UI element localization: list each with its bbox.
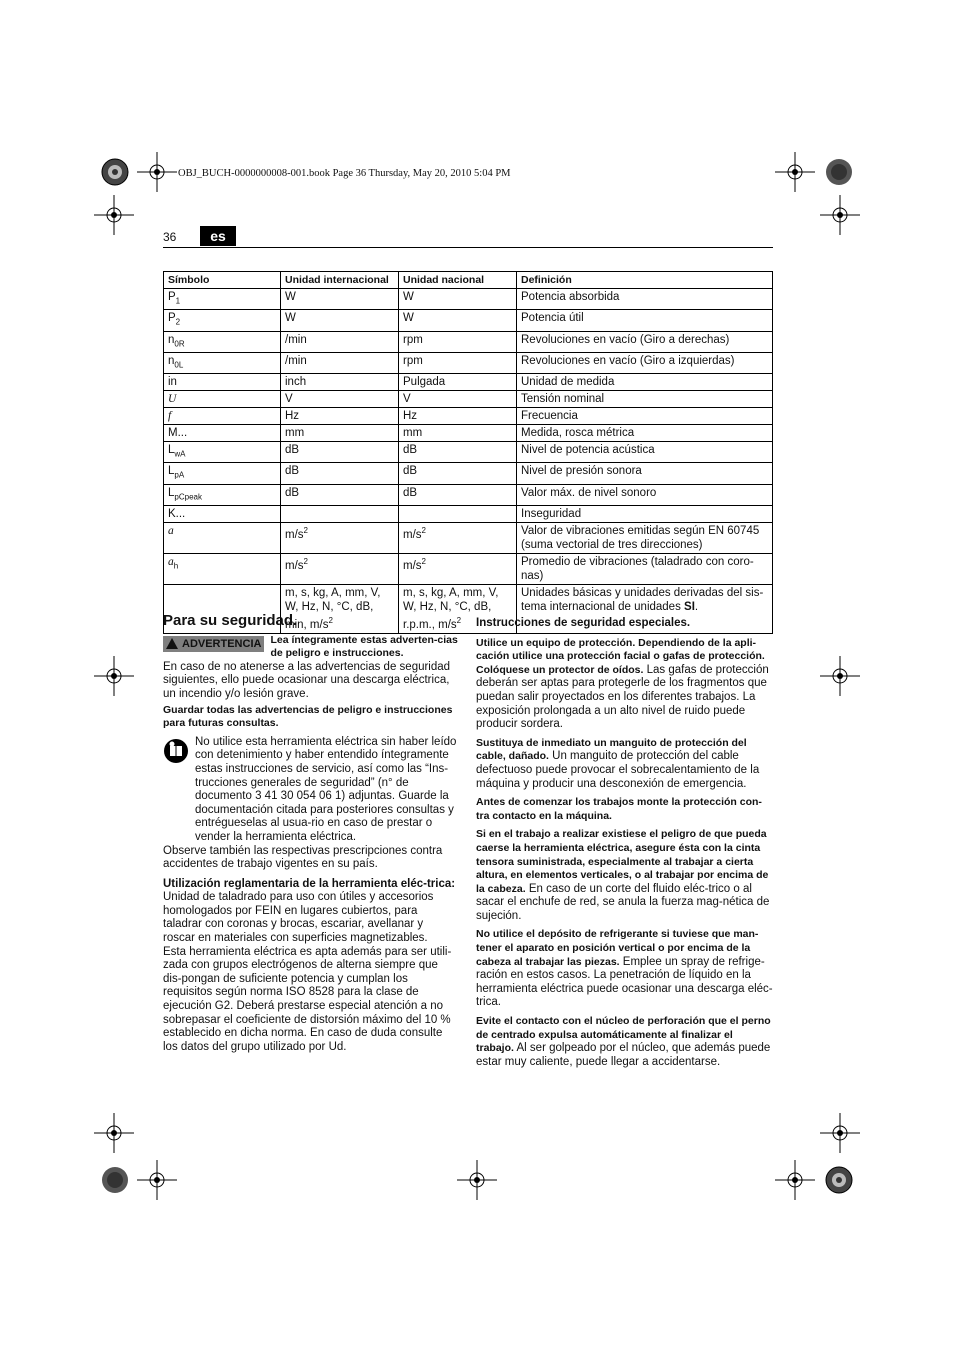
registration-mark-icon <box>137 1160 177 1200</box>
table-row <box>164 523 773 554</box>
cell-symbol <box>164 554 281 585</box>
intl-unit-text: dB <box>285 465 300 478</box>
protection-bold: Utilice un equipo de protección. Dependiendo de la apli-cación utilice una protección facial o gafas de protección. Colóquese un protector de oídos. <box>476 636 765 676</box>
cell-definition <box>517 352 773 373</box>
contact-guard-bold: Antes de comenzar los trabajos monte la protección con-tra contacto en la máquina. <box>476 796 762 822</box>
registration-mark-icon <box>820 1113 860 1153</box>
table-row <box>164 484 773 505</box>
cell-definition <box>517 442 773 463</box>
registration-mark-icon <box>137 152 177 192</box>
symbol-text: P <box>168 291 176 303</box>
header-intl-unit: Unidad internacional <box>281 272 399 289</box>
cell-national-unit <box>399 374 517 391</box>
intl-unit-text: inch <box>285 376 307 389</box>
definition-text: Medida, rosca métrica <box>521 427 635 440</box>
cell-national-unit <box>399 352 517 373</box>
right-column <box>476 617 773 1074</box>
symbol-text: L <box>168 465 175 478</box>
intl-unit-text: dB <box>285 486 300 499</box>
definition-text: Valor máx. de nivel sonoro <box>521 486 657 499</box>
warning-text: En caso de no atenerse a las advertencias de seguridad siguientes, ello puede ocasionar una descarga eléctrica, un incendio y/o lesión grave. <box>163 660 451 700</box>
definition-text: Promedio de vibraciones (taladrado con coro-nas) <box>521 556 754 583</box>
cell-national-unit <box>399 442 517 463</box>
cell-definition <box>517 408 773 425</box>
cell-symbol <box>164 310 281 331</box>
core-ejection-bold: Evite el contacto con el núcleo de perforación que el perno de centrado expulsa automáticamente al finalizar el trabajo. <box>476 1015 771 1055</box>
intl-unit-superscript: 2 <box>303 557 308 567</box>
symbol-text: M... <box>168 427 188 440</box>
definition-text: Frecuencia <box>521 410 578 423</box>
definition-text: Nivel de presión sonora <box>521 465 642 478</box>
cell-symbol <box>164 523 281 554</box>
intl-unit-superscript: 2 <box>328 616 333 626</box>
national-unit-text: W <box>403 291 414 303</box>
intl-unit-text: W <box>285 291 296 303</box>
read-manual-block <box>163 736 458 845</box>
cell-intl-unit <box>281 408 399 425</box>
intl-unit-text: Hz <box>285 410 300 423</box>
header-rule <box>163 247 773 248</box>
intl-unit-text: m, s, kg, A, mm, V, W, Hz, N, °C, dB, min, m/s <box>285 587 381 631</box>
cell-intl-unit <box>281 374 399 391</box>
cell-definition <box>517 506 773 523</box>
cell-national-unit <box>399 391 517 408</box>
cell-intl-unit <box>281 425 399 442</box>
cell-definition <box>517 310 773 331</box>
keep-instructions-text: Guardar todas las advertencias de peligro e instrucciones para futuras consultas. <box>163 703 453 730</box>
cell-definition <box>517 331 773 352</box>
color-rosette-icon <box>101 1166 129 1194</box>
table-row <box>164 442 773 463</box>
cell-definition <box>517 374 773 391</box>
cell-definition <box>517 554 773 585</box>
cell-definition <box>517 484 773 505</box>
definition-text: Revoluciones en vacío (Giro a izquierdas) <box>521 354 735 367</box>
symbol-text: a <box>168 556 174 569</box>
national-unit-text: dB <box>403 444 418 457</box>
symbol-text: K... <box>168 508 186 521</box>
intl-unit-text: m/s <box>285 559 304 572</box>
definition-text: Nivel de potencia acústica <box>521 444 655 457</box>
read-manual-icon <box>163 738 189 764</box>
table-row <box>164 425 773 442</box>
cell-national-unit <box>399 523 517 554</box>
symbol-text: U <box>168 393 177 406</box>
symbol-table <box>163 271 773 634</box>
warning-triangle-icon <box>166 638 178 649</box>
cell-national-unit <box>399 310 517 331</box>
cell-national-unit <box>399 408 517 425</box>
table-row <box>164 463 773 484</box>
intl-unit-text: /min <box>285 333 307 346</box>
cell-national-unit <box>399 425 517 442</box>
table-row <box>164 506 773 523</box>
national-unit-text: m/s <box>403 559 422 572</box>
cell-definition <box>517 463 773 484</box>
cell-intl-unit <box>281 484 399 505</box>
special-safety-heading: Instrucciones de seguridad especiales. <box>476 617 691 629</box>
cell-intl-unit <box>281 289 399 310</box>
cell-national-unit <box>399 554 517 585</box>
symbol-text: in <box>168 376 177 389</box>
cell-national-unit <box>399 289 517 310</box>
warning-badge <box>163 636 264 652</box>
definition-text: Potencia útil <box>521 312 584 325</box>
national-unit-text: m/s <box>403 528 422 541</box>
cell-intl-unit <box>281 352 399 373</box>
symbol-text: f <box>168 410 172 423</box>
registration-mark-icon <box>775 152 815 192</box>
left-column <box>163 614 458 1054</box>
definition-text: Inseguridad <box>521 508 582 521</box>
registration-mark-icon <box>94 656 134 696</box>
cell-definition <box>517 391 773 408</box>
cell-intl-unit <box>281 463 399 484</box>
intl-unit-text: /min <box>285 354 307 367</box>
cell-symbol <box>164 331 281 352</box>
table-row <box>164 391 773 408</box>
national-unit-superscript: 2 <box>456 616 462 626</box>
intl-unit-text: W <box>285 312 296 325</box>
strap-text: En caso de un corte del fluido eléc-trico o al sacar el enchufe de red, se anula la fuerza mag-nética de sujeción. <box>476 882 770 922</box>
color-rosette-icon <box>825 1166 853 1194</box>
intl-unit-text: mm <box>285 427 305 440</box>
cell-definition <box>517 523 773 554</box>
warning-label: ADVERTENCIA <box>182 637 262 650</box>
symbol-subscript: 2 <box>175 317 181 327</box>
intl-unit-superscript: 2 <box>303 526 308 536</box>
core-ejection-text: Al ser golpeado por el núcleo, que además puede estar muy caliente, puede llegar a accidentarse. <box>476 1042 771 1068</box>
cell-symbol <box>164 425 281 442</box>
symbol-text: n <box>168 333 175 346</box>
national-unit-text: Hz <box>403 410 418 423</box>
coolant-text: Emplee un spray de refrige-ración en estos casos. La penetración de líquido en la herramienta eléctrica puede ocasionar una descarga eléc-trica. <box>476 955 773 1009</box>
national-unit-text: mm <box>403 427 423 440</box>
header-symbol: Símbolo <box>164 272 281 289</box>
definition-text: Potencia absorbida <box>521 291 620 303</box>
definition-text: Revoluciones en vacío (Giro a derechas) <box>521 333 730 346</box>
registration-mark-icon <box>820 656 860 696</box>
cell-intl-unit <box>281 442 399 463</box>
national-unit-text: rpm <box>403 354 423 367</box>
symbol-subscript: h <box>173 561 179 571</box>
registration-mark-icon <box>820 195 860 235</box>
cell-symbol <box>164 506 281 523</box>
table-row <box>164 310 773 331</box>
cell-intl-unit <box>281 391 399 408</box>
national-unit-text: dB <box>403 465 418 478</box>
intended-use-text: Unidad de taladrado para uso con útiles y accesorios homologados por FEIN en lugares cubiertos, para taladrar con coronas y brocas, escariar, avellanar y roscar en materiales con superficies magnetizables. <box>163 891 434 945</box>
warning-block <box>163 634 458 661</box>
protection-text: Las gafas de protección deberán ser aptas para protegerle de los fragmentos que puedan salir proyectados en los diferentes trabajos. La exposición prolongada a un alto nivel de ruido puede producir sordera. <box>476 663 769 731</box>
definition-end: . <box>694 601 699 614</box>
warning-bold-text: Lea íntegramente estas adverten-cias de peligro e instrucciones. <box>270 633 458 660</box>
cell-symbol <box>164 463 281 484</box>
symbol-text: L <box>168 486 175 499</box>
table-row <box>164 374 773 391</box>
registration-mark-icon <box>94 195 134 235</box>
table-row <box>164 554 773 585</box>
cell-intl-unit <box>281 310 399 331</box>
table-row <box>164 352 773 373</box>
color-rosette-icon <box>825 158 853 186</box>
national-unit-superscript: 2 <box>421 526 426 536</box>
registration-mark-icon <box>457 1160 497 1200</box>
intl-unit-text: dB <box>285 444 300 457</box>
cell-definition <box>517 289 773 310</box>
read-manual-text: No utilice esta herramienta eléctrica sin haber leído con detenimiento y haber entendido íntegramente estas instrucciones de servicio, así como las “Ins-trucciones generales de seguridad” (n° de documento 3 41 30 054 06 1) adjuntas. Guarde la documentación citada para posteriores consultas y entrégueselas al usua-rio en caso de prestar o vender la herramienta eléctrica. <box>195 735 457 843</box>
national-unit-text: dB <box>403 486 418 499</box>
cell-definition <box>517 425 773 442</box>
national-unit-text: V <box>403 393 411 406</box>
definition-text: Unidades básicas y unidades derivadas del sis-tema internacional de unidades <box>521 587 764 614</box>
cell-intl-unit <box>281 331 399 352</box>
observe-text: Observe también las respectivas prescripciones contra accidentes de trabajo vigentes en su país. <box>163 844 443 871</box>
symbol-text: a <box>168 525 174 538</box>
header-national-unit: Unidad nacional <box>399 272 517 289</box>
cell-symbol <box>164 289 281 310</box>
cell-symbol <box>164 408 281 425</box>
cable-sleeve-text: Un manguito de protección del cable defectuoso puede provocar el sobrecalentamiento de la máquina y producir una desconexión de emergencia. <box>476 750 760 790</box>
definition-bold: SI <box>684 601 695 614</box>
language-tag: es <box>200 226 236 246</box>
symbol-text: P <box>168 312 176 325</box>
definition-text: Valor de vibraciones emitidas según EN 60745 (suma vectorial de tres direcciones) <box>521 525 760 552</box>
symbol-subscript: 0L <box>174 360 184 370</box>
header-definition: Definición <box>517 272 773 289</box>
symbol-subscript: 1 <box>175 296 181 306</box>
symbol-subscript: wA <box>174 449 186 459</box>
cell-intl-unit <box>281 554 399 585</box>
page-number: 36 <box>163 230 177 244</box>
cell-symbol <box>164 374 281 391</box>
national-unit-text: Pulgada <box>403 376 446 389</box>
definition-text: Tensión nominal <box>521 393 605 406</box>
cell-national-unit <box>399 331 517 352</box>
national-unit-text: rpm <box>403 333 423 346</box>
cell-national-unit <box>399 463 517 484</box>
cable-sleeve-bold: Sustituya de inmediato un manguito de protección del cable, dañado. <box>476 736 747 763</box>
table-row <box>164 331 773 352</box>
national-unit-text: m, s, kg, A, mm, V, W, Hz, N, °C, dB, r.p.m., m/s <box>403 587 499 631</box>
symbol-text: n <box>168 354 175 367</box>
cell-symbol <box>164 442 281 463</box>
table-row <box>164 408 773 425</box>
generator-text: Esta herramienta eléctrica es apta además para ser utili-zada con grupos electrógenos de alterna siempre que dis-pongan de suficiente potencia y cumplan los requisitos según norma ISO 8528 para la clase de ejecución G2. Deberá prestarse especial atención a no sobrepasar el coeficiente de distorsión máximo del 10 % establecido en dicha norma. En caso de duda consulte los datos del grupo utilizado por Ud. <box>163 945 452 1053</box>
cell-symbol <box>164 352 281 373</box>
strap-bold: Si en el trabajo a realizar existiese el peligro de que pueda caerse la herramienta eléctrica, asegure ésta con la cinta tensora suministrada, especialmente al trabajar a cierta altura, en elementos verticales, o al trabajar por encima de la cabeza. <box>476 828 769 895</box>
print-slug: OBJ_BUCH-0000000008-001.book Page 36 Thursday, May 20, 2010 5:04 PM <box>178 168 511 179</box>
national-unit-superscript: 2 <box>421 557 426 567</box>
cell-national-unit <box>399 484 517 505</box>
definition-text: Unidad de medida <box>521 376 615 389</box>
cell-intl-unit <box>281 506 399 523</box>
intl-unit-text: V <box>285 393 293 406</box>
registration-mark-icon <box>94 1113 134 1153</box>
symbol-text: L <box>168 444 175 457</box>
section-heading-safety: Para su seguridad. <box>163 612 298 629</box>
intended-use-heading: Utilización reglamentaria de la herramienta eléc-trica: <box>163 877 456 890</box>
cell-symbol <box>164 484 281 505</box>
table-header-row <box>164 272 773 289</box>
symbol-subscript: 0R <box>174 338 185 348</box>
cell-symbol <box>164 391 281 408</box>
coolant-bold: No utilice el depósito de refrigerante si tuviese que man-tener el aparato en posición vertical o por encima de la cabeza al trabajar las piezas. <box>476 928 759 968</box>
symbol-subscript: pA <box>174 470 185 480</box>
table-row <box>164 289 773 310</box>
national-unit-text: W <box>403 312 414 325</box>
cell-intl-unit <box>281 523 399 554</box>
intl-unit-text: m/s <box>285 528 304 541</box>
registration-mark-icon <box>775 1160 815 1200</box>
color-rosette-icon <box>101 158 129 186</box>
cell-national-unit <box>399 506 517 523</box>
symbol-subscript: pCpeak <box>174 492 202 502</box>
